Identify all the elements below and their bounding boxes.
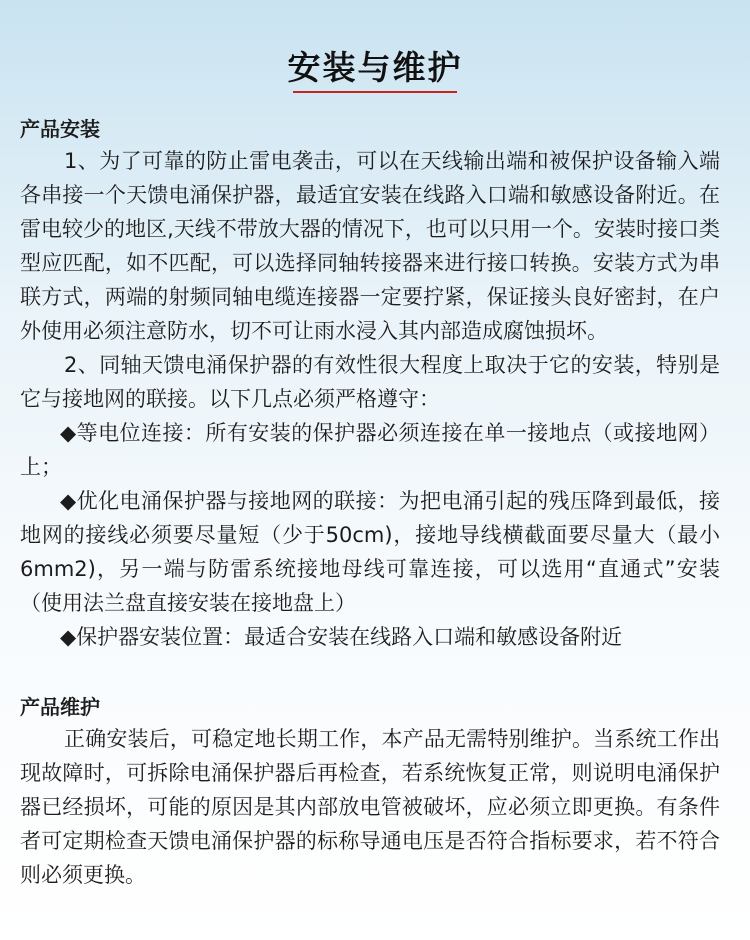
install-bullet-1: ◆等电位连接：所有安装的保护器必须连接在单一接地点（或接地网）上；	[20, 421, 720, 479]
install-paragraph-1: 1、为了可靠的防止雷电袭击，可以在天线输出端和被保护设备输入端各串接一个天馈电涌保护器，最适宜安装在线路入口端和敏感设备附近。在雷电较少的地区,天线不带放大器的情况下，也可以只用一个。安装时接口类型应匹配，如不匹配，可以选择同轴转接器来进行接口转换。安装方式为串联方式，两端的射频同轴电缆连接器一定要拧紧，保证接头良好密封，在户外使用必须注意防水，切不可让雨水浸入其内部造成腐蚀损坏。	[20, 149, 720, 343]
content-body	[20, 114, 720, 892]
install-heading: 产品安装	[20, 117, 100, 141]
page-title: 安装与维护	[287, 48, 463, 87]
install-bullet-3: ◆保护器安装位置：最适合安装在线路入口端和敏感设备附近	[60, 625, 623, 649]
install-paragraph-2: 2、同轴天馈电涌保护器的有效性很大程度上取决于它的安装，特别是它与接地网的联接。以下几点必须严格遵守：	[20, 353, 720, 411]
section-gap	[20, 654, 720, 692]
install-bullet-2: ◆优化电涌保护器与接地网的联接：为把电涌引起的残压降到最低，接地网的接线必须要尽量短（少于50cm)，接地导线横截面要尽量大（最小6mm2)，另一端与防雷系统接地母线可靠连接，可以选用“直通式”安装（使用法兰盘直接安装在接地盘上）	[20, 489, 720, 615]
title-underline	[293, 91, 457, 93]
maintain-heading: 产品维护	[20, 695, 100, 719]
maintain-paragraph-1: 正确安装后，可稳定地长期工作，本产品无需特别维护。当系统工作出现故障时，可拆除电涌保护器后再检查，若系统恢复正常，则说明电涌保护器已经损坏，可能的原因是其内部放电管被破坏，应必须立即更换。有条件者可定期检查天馈电涌保护器的标称导通电压是否符合指标要求，若不符合则必须更换。	[20, 727, 720, 887]
title-container	[0, 46, 750, 90]
